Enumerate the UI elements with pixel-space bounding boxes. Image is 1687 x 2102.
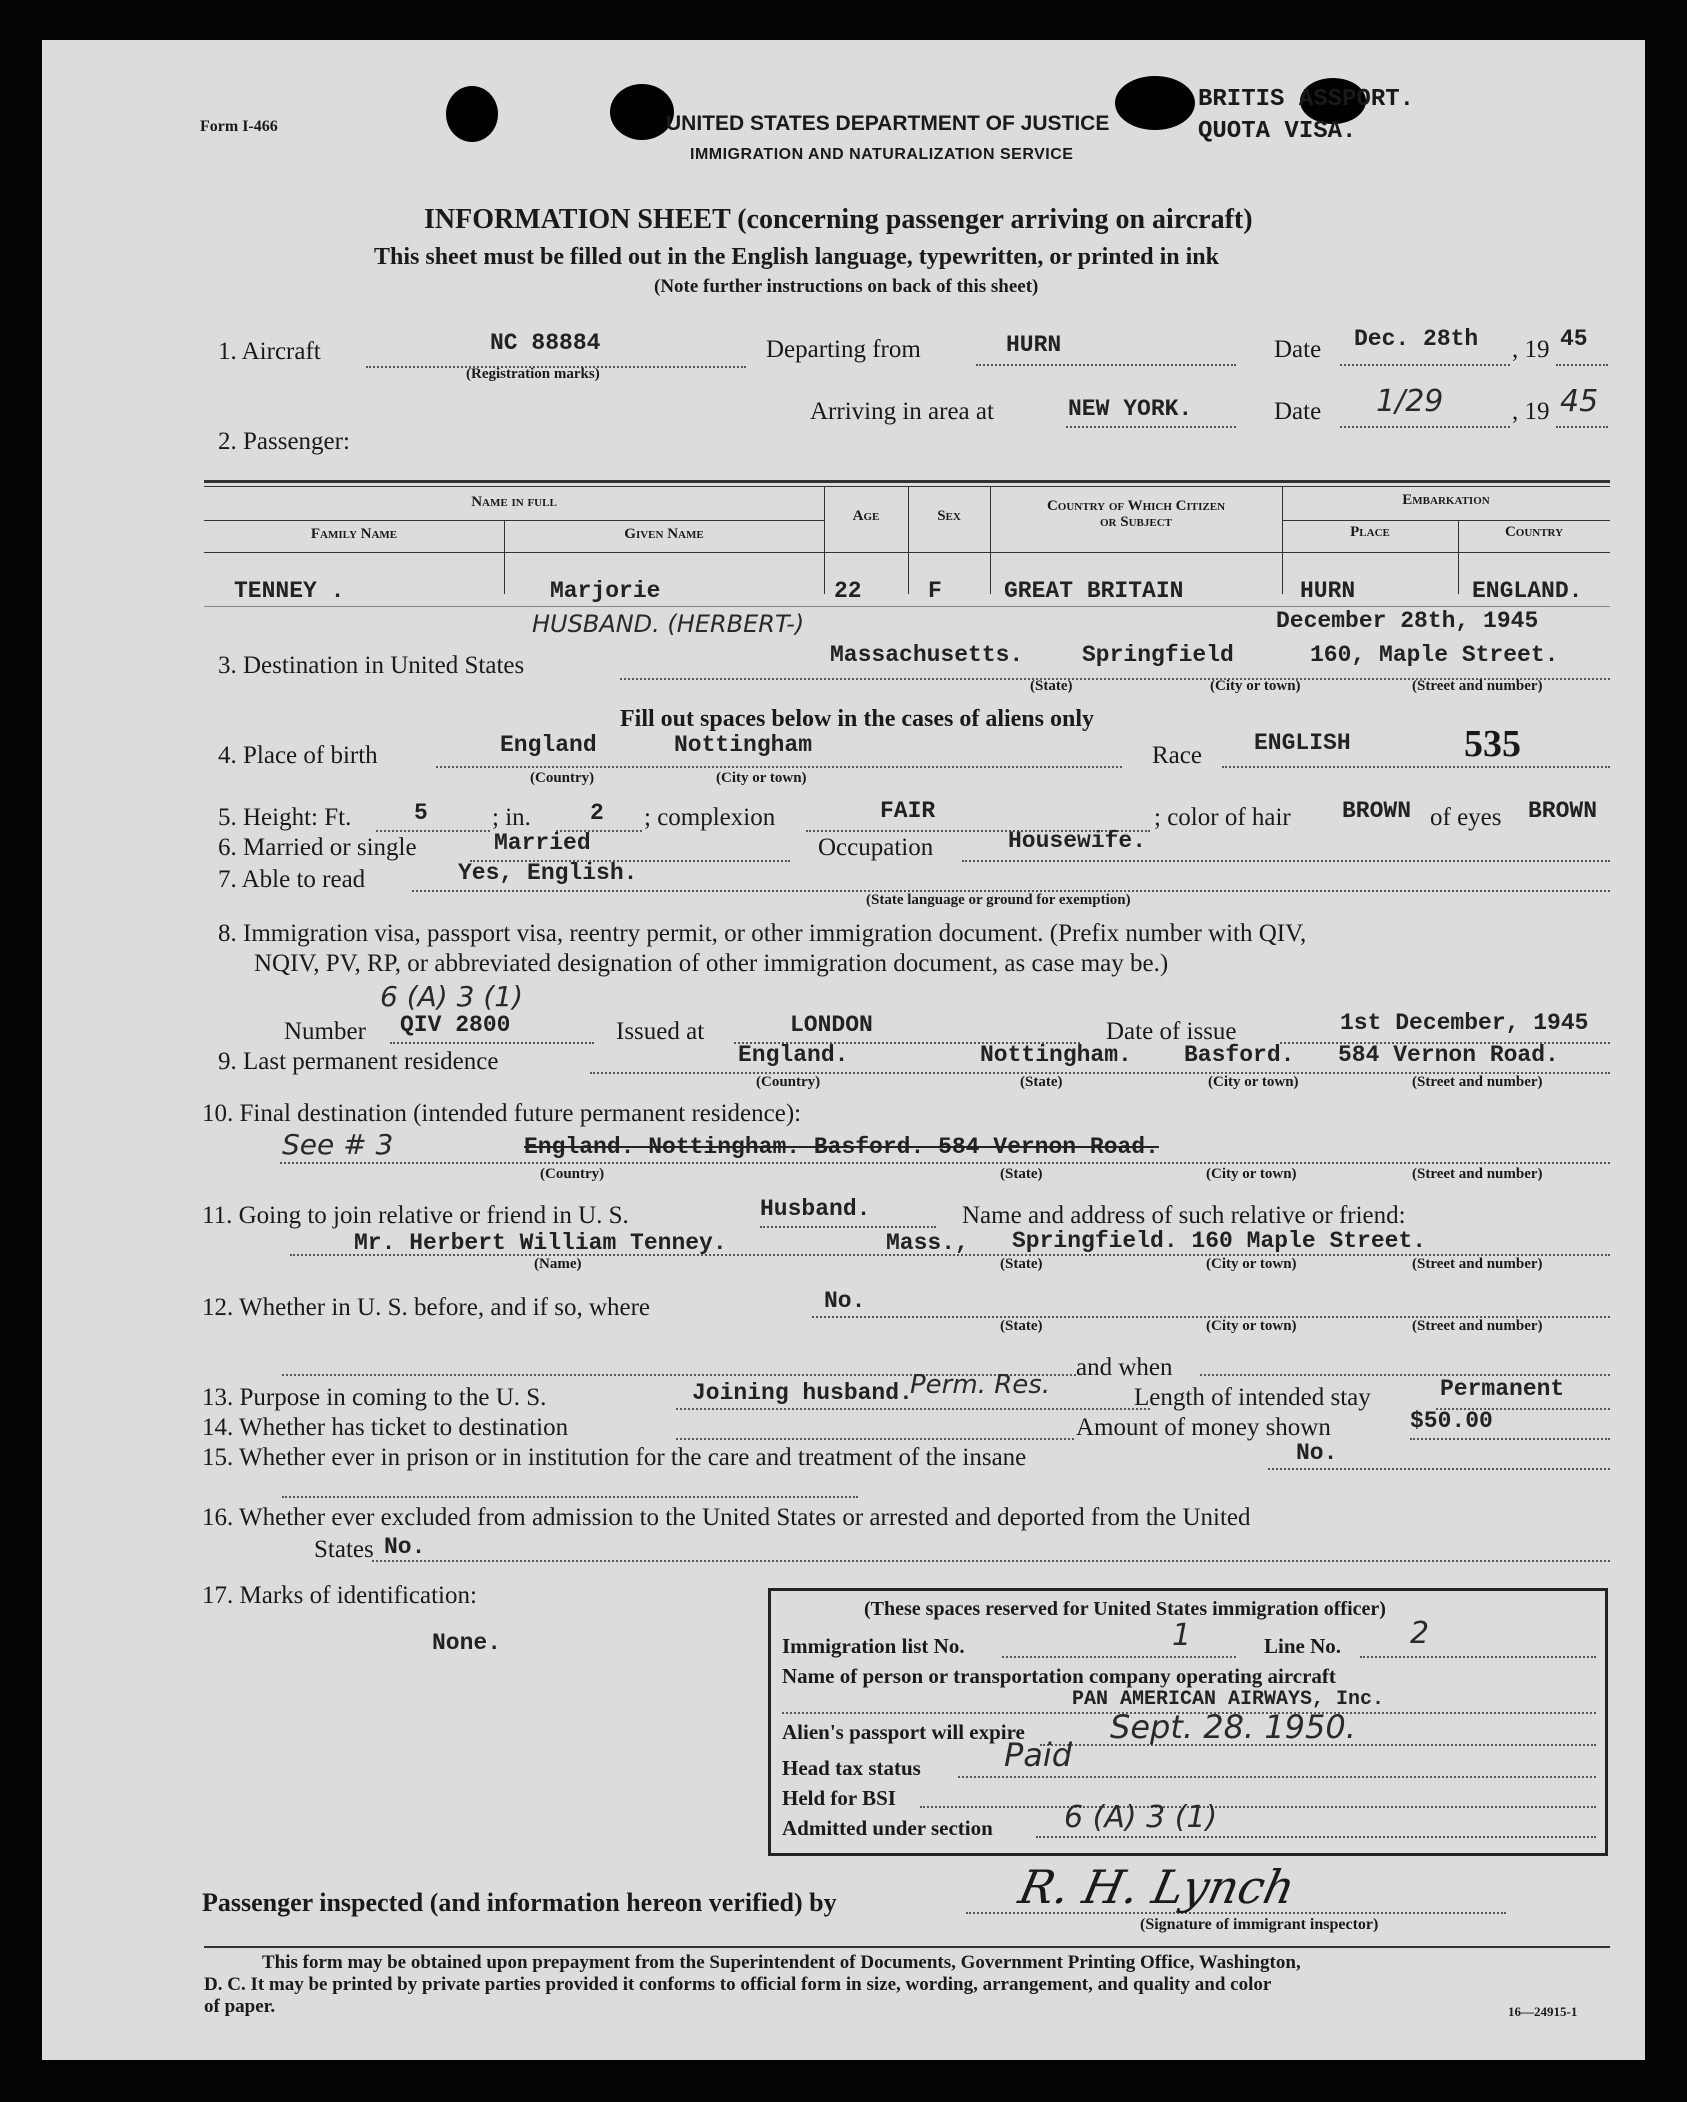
read-caption: (State language or ground for exemption)	[866, 892, 1131, 908]
caption-city: (City or town)	[716, 770, 807, 786]
inches-label: ; in.	[492, 804, 531, 831]
relative-relation[interactable]: Husband.	[760, 1196, 871, 1222]
place-header: Place	[1350, 524, 1390, 540]
page-title: INFORMATION SHEET (concerning passenger arriving on aircraft)	[424, 204, 1253, 235]
citizen-value[interactable]: GREAT BRITAIN	[1004, 578, 1184, 604]
aliens-heading: Fill out spaces below in the cases of aliens only	[620, 706, 1095, 732]
passenger-label: 2. Passenger:	[218, 428, 350, 455]
race-label: Race	[1152, 742, 1202, 769]
visa-number-label: Number	[284, 1018, 366, 1045]
caption-state: (State)	[1000, 1166, 1043, 1182]
embarkation-header: Embarkation	[1402, 492, 1490, 508]
final-destination-struck: England. Nottingham. Basford. 584 Vernon Road.	[524, 1134, 1159, 1160]
us-before-value[interactable]: No.	[824, 1288, 866, 1314]
issued-label: Issued at	[616, 1018, 705, 1045]
money-label: Amount of money shown	[1076, 1414, 1331, 1441]
caption-country: (Country)	[756, 1074, 821, 1090]
departure-date[interactable]: Dec. 28th	[1354, 326, 1479, 352]
visa-question-1: 8. Immigration visa, passport visa, reentry permit, or other immigration document. (Prefix number with QIV,	[218, 920, 1307, 947]
family-name-header: Family Name	[310, 526, 398, 542]
caption-city: (City or town)	[1206, 1166, 1297, 1182]
citizen-header-2: or Subject	[1100, 514, 1172, 530]
purpose-value[interactable]: Joining husband.	[692, 1380, 913, 1406]
name-in-full-header: Name in full	[471, 494, 557, 510]
hair-label: ; color of hair	[1154, 804, 1291, 831]
us-before-label: 12. Whether in U. S. before, and if so, where	[202, 1294, 651, 1321]
eyes-value[interactable]: BROWN	[1528, 798, 1598, 824]
caption-street: (Street and number)	[1412, 678, 1543, 694]
visa-note: QUOTA VISA.	[1198, 118, 1357, 145]
excluded-value[interactable]: No.	[384, 1534, 426, 1560]
destination-street[interactable]: 160, Maple Street.	[1310, 642, 1559, 668]
complexion-value[interactable]: FAIR	[880, 798, 936, 824]
caption-name: (Name)	[534, 1256, 582, 1272]
caption-state: (State)	[1000, 1318, 1043, 1334]
family-name-value[interactable]: TENNEY .	[234, 578, 345, 604]
caption-city: (City or town)	[1206, 1256, 1297, 1272]
departure-year[interactable]: 45	[1560, 326, 1588, 352]
excluded-question-1: 16. Whether ever excluded from admission to the United States or arrested and deported from the United	[202, 1504, 1251, 1531]
headtax-label: Head tax status	[782, 1756, 921, 1780]
excluded-question-2: States	[314, 1536, 374, 1563]
destination-city[interactable]: Springfield	[1082, 642, 1234, 668]
hair-value[interactable]: BROWN	[1342, 798, 1412, 824]
emb-country-header: Country	[1504, 524, 1564, 540]
passport-expire-label: Alien's passport will expire	[782, 1720, 1025, 1744]
visa-handwritten: 6 (A) 3 (1)	[380, 980, 523, 1013]
headtax-value[interactable]: Paid	[1004, 1736, 1073, 1774]
height-label: 5. Height: Ft.	[218, 804, 352, 831]
ticket-label: 14. Whether has ticket to destination	[202, 1414, 569, 1441]
table-top-rule	[204, 480, 1610, 483]
inspector-signature[interactable]: R. H. Lynch	[1014, 1860, 1300, 1914]
given-name-header: Given Name	[624, 526, 704, 542]
company-label: Name of person or transportation company operating aircraft	[782, 1664, 1336, 1688]
marital-status[interactable]: Married	[494, 830, 591, 856]
punch-hole	[446, 86, 498, 142]
caption-street: (Street and number)	[1412, 1318, 1543, 1334]
passport-expire-value[interactable]: Sept. 28. 1950.	[1110, 1708, 1356, 1746]
passport-note: BRITIS ASSPORT.	[1198, 86, 1415, 113]
prison-value[interactable]: No.	[1296, 1440, 1338, 1466]
year-prefix: , 19	[1512, 336, 1550, 363]
departing-from[interactable]: HURN	[1006, 332, 1062, 358]
caption-street: (Street and number)	[1412, 1256, 1543, 1272]
form-number: Form I-466	[200, 118, 278, 135]
sex-value[interactable]: F	[928, 578, 942, 604]
bsi-label: Held for BSI	[782, 1786, 896, 1810]
caption-city: (City or town)	[1210, 678, 1301, 694]
purpose-label: 13. Purpose in coming to the U. S.	[202, 1384, 547, 1411]
arriving-label: Arriving in area at	[810, 398, 994, 425]
page-subtitle: This sheet must be filled out in the English language, typewritten, or printed in ink	[374, 244, 1219, 270]
eyes-label: of eyes	[1430, 804, 1502, 831]
list-no-value[interactable]: 1	[1172, 1618, 1192, 1653]
money-value[interactable]: $50.00	[1410, 1408, 1493, 1434]
height-in[interactable]: 2	[590, 800, 604, 826]
birthplace-label: 4. Place of birth	[218, 742, 378, 769]
caption-state: (State)	[1020, 1074, 1063, 1090]
visa-question-2: NQIV, PV, RP, or abbreviated designation of other immigration document, as case may be.)	[254, 950, 1169, 977]
purpose-handwritten: Perm. Res.	[910, 1370, 1051, 1400]
caption-country: (Country)	[540, 1166, 605, 1182]
arriving-area[interactable]: NEW YORK.	[1068, 396, 1193, 422]
section-value[interactable]: 6 (A) 3 (1)	[1064, 1800, 1218, 1835]
registration-caption: (Registration marks)	[466, 366, 600, 382]
and-when-label: and when	[1076, 1354, 1173, 1381]
footer-line-1: This form may be obtained upon prepayment from the Superintendent of Documents, Government Printing Office, Washington,	[262, 1952, 1301, 1973]
departing-label: Departing from	[766, 336, 921, 363]
aircraft-label: 1. Aircraft	[218, 338, 321, 365]
residence-street[interactable]: 584 Vernon Road.	[1338, 1042, 1559, 1068]
residence-country[interactable]: England.	[738, 1042, 849, 1068]
destination-date-note: December 28th, 1945	[1276, 608, 1539, 634]
residence-state[interactable]: Nottingham.	[980, 1042, 1132, 1068]
company-value[interactable]: PAN AMERICAN AIRWAYS, Inc.	[1072, 1688, 1385, 1711]
caption-street: (Street and number)	[1412, 1074, 1543, 1090]
officer-box-title: (These spaces reserved for United States immigration officer)	[864, 1598, 1386, 1620]
date-of-issue[interactable]: 1st December, 1945	[1340, 1010, 1589, 1036]
place-value[interactable]: HURN	[1300, 578, 1356, 604]
punch-hole	[1115, 76, 1195, 130]
section-label: Admitted under section	[782, 1816, 993, 1840]
length-stay-label: Length of intended stay	[1134, 1384, 1371, 1411]
final-destination-handwritten[interactable]: See # 3	[282, 1128, 394, 1161]
relative-city-street[interactable]: Springfield. 160 Maple Street.	[1012, 1228, 1427, 1254]
line-no-label: Line No.	[1264, 1634, 1342, 1658]
date-of-issue-label: Date of issue	[1106, 1018, 1237, 1045]
height-ft[interactable]: 5	[414, 800, 428, 826]
join-relative-label: 11. Going to join relative or friend in U. S.	[202, 1202, 629, 1229]
occupation-value[interactable]: Housewife.	[1008, 828, 1147, 854]
sex-header: Sex	[937, 508, 961, 524]
read-value[interactable]: Yes, English.	[458, 860, 638, 886]
arrival-date[interactable]: 1/29	[1376, 384, 1444, 419]
visa-number[interactable]: QIV 2800	[400, 1012, 511, 1038]
caption-state: (State)	[1030, 678, 1073, 694]
department-name: UNITED STATES DEPARTMENT OF JUSTICE	[666, 112, 1110, 135]
birth-country[interactable]: England	[500, 732, 597, 758]
relative-name[interactable]: Mr. Herbert William Tenney.	[354, 1230, 727, 1256]
husband-note: HUSBAND. (HERBERT-)	[532, 610, 805, 638]
destination-state[interactable]: Massachusetts.	[830, 642, 1024, 668]
caption-street: (Street and number)	[1412, 1166, 1543, 1182]
aircraft-registration[interactable]: NC 88884	[490, 330, 601, 356]
caption-city: (City or town)	[1208, 1074, 1299, 1090]
footer-rule	[204, 1946, 1610, 1948]
signature-caption: (Signature of immigrant inspector)	[1140, 1916, 1379, 1933]
destination-label: 3. Destination in United States	[218, 652, 525, 679]
relative-state[interactable]: Mass.,	[886, 1230, 969, 1256]
arrival-date-label: Date	[1274, 398, 1322, 425]
identification-label: 17. Marks of identification:	[202, 1582, 477, 1609]
race-code: 535	[1464, 723, 1521, 765]
caption-country: (Country)	[530, 770, 595, 786]
issued-at[interactable]: LONDON	[790, 1012, 873, 1038]
race-value[interactable]: ENGLISH	[1254, 730, 1351, 756]
list-no-label: Immigration list No.	[782, 1634, 965, 1658]
arrival-year[interactable]: 45	[1560, 384, 1599, 419]
final-destination-label: 10. Final destination (intended future permanent residence):	[202, 1100, 802, 1127]
line-no-value[interactable]: 2	[1410, 1616, 1430, 1651]
age-header: Age	[852, 508, 880, 524]
name-address-label: Name and address of such relative or friend:	[962, 1202, 1406, 1229]
emb-country-value[interactable]: ENGLAND.	[1472, 578, 1583, 604]
caption-city: (City or town)	[1206, 1318, 1297, 1334]
punch-hole	[610, 84, 674, 140]
identification-value[interactable]: None.	[432, 1630, 502, 1656]
caption-state: (State)	[1000, 1256, 1043, 1272]
form-code: 16—24915-1	[1508, 2004, 1578, 2019]
occupation-label: Occupation	[818, 834, 934, 861]
citizen-header-1: Country of Which Citizen	[1046, 498, 1226, 514]
prison-label: 15. Whether ever in prison or in institution for the care and treatment of the insane	[202, 1444, 1027, 1471]
marital-label: 6. Married or single	[218, 834, 417, 861]
birth-city[interactable]: Nottingham	[674, 732, 813, 758]
service-name: IMMIGRATION AND NATURALIZATION SERVICE	[690, 146, 1074, 163]
inspection-label: Passenger inspected (and information hereon verified) by	[202, 1888, 837, 1917]
arrival-year-prefix: , 19	[1512, 398, 1550, 425]
residence-city[interactable]: Basford.	[1184, 1042, 1295, 1068]
instructions-note: (Note further instructions on back of this sheet)	[654, 276, 1039, 297]
footer-line-3: of paper.	[204, 1996, 276, 2017]
date-label: Date	[1274, 336, 1322, 363]
length-stay-value[interactable]: Permanent	[1440, 1376, 1565, 1402]
read-label: 7. Able to read	[218, 866, 366, 893]
residence-label: 9. Last permanent residence	[218, 1048, 499, 1075]
age-value[interactable]: 22	[834, 578, 862, 604]
given-name-value[interactable]: Marjorie	[550, 578, 661, 604]
footer-line-2: D. C. It may be printed by private parties provided it conforms to official form in size, wording, arrangement, and quality and color	[204, 1974, 1272, 1995]
complexion-label: ; complexion	[644, 804, 776, 831]
